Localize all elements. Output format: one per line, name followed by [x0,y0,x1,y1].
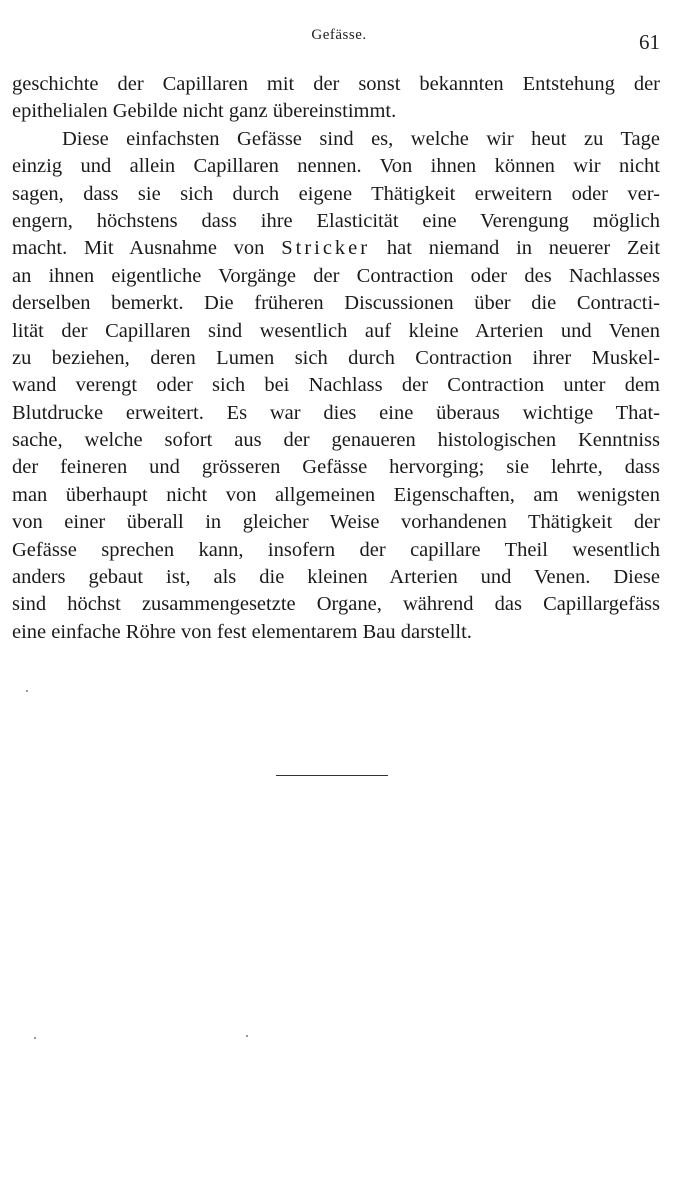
text-line: lität der Capillaren sind wesentlich auf kleine Arterien und Venen [12,319,660,342]
print-speck [34,1037,36,1039]
text-line: Blutdrucke erweitert. Es war dies eine überaus wichtige That- [12,401,660,424]
text-line: wand verengt oder sich bei Nachlass der Contraction unter dem [12,374,660,397]
text-line: epithelialen Gebilde nicht ganz übereinstimmt. [12,100,397,123]
text-line: der feineren und grösseren Gefässe hervorging; sie lehrte, dass [12,456,660,479]
text-line [12,235,660,262]
text-line: engern, höchstens dass ihre Elasticität eine Verengung möglich [12,209,660,232]
text-line: sind höchst zusammengesetzte Organe, während das Capillargefäss [12,593,660,616]
text-line: einzig und allein Capillaren nennen. Von ihnen können wir nicht [12,155,660,178]
author-name: Stricker [281,237,371,260]
text-line: geschichte der Capillaren mit der sonst bekannten Entstehung der [12,73,660,95]
text-line: sache, welche sofort aus der genaueren histologischen Kenntniss [12,429,660,452]
text-line: Diese einfachsten Gefässe sind es, welche wir heut zu Tage [62,127,660,150]
text-segment: hat niemand in neuerer Zeit [386,237,661,260]
section-end-rule [276,775,388,776]
text-segment: macht. Mit Ausnahme von [12,237,265,260]
page-number: 61 [639,30,660,54]
body-text [12,71,660,646]
text-line: an ihnen eigentliche Vorgänge der Contraction oder des Nachlasses [12,264,660,287]
running-title: Gefässe. [311,27,367,43]
print-speck [246,1035,248,1037]
text-line: derselben bemerkt. Die früheren Discussionen über die Contracti- [12,292,660,315]
text-line: Gefässe sprechen kann, insofern der capillare Theil wesentlich [12,538,660,561]
text-line: sagen, dass sie sich durch eigene Thätigkeit erweitern oder ver- [12,182,660,205]
text-line: eine einfache Röhre von fest elementarem Bau darstellt. [12,620,472,643]
text-line: man überhaupt nicht von allgemeinen Eigenschaften, am wenigsten [12,483,660,506]
text-line: zu beziehen, deren Lumen sich durch Contraction ihrer Muskel- [12,346,660,369]
text-line: anders gebaut ist, als die kleinen Arterien und Venen. Diese [12,566,660,589]
print-speck [26,690,28,692]
text-line: von einer überall in gleicher Weise vorhandenen Thätigkeit der [12,511,660,534]
